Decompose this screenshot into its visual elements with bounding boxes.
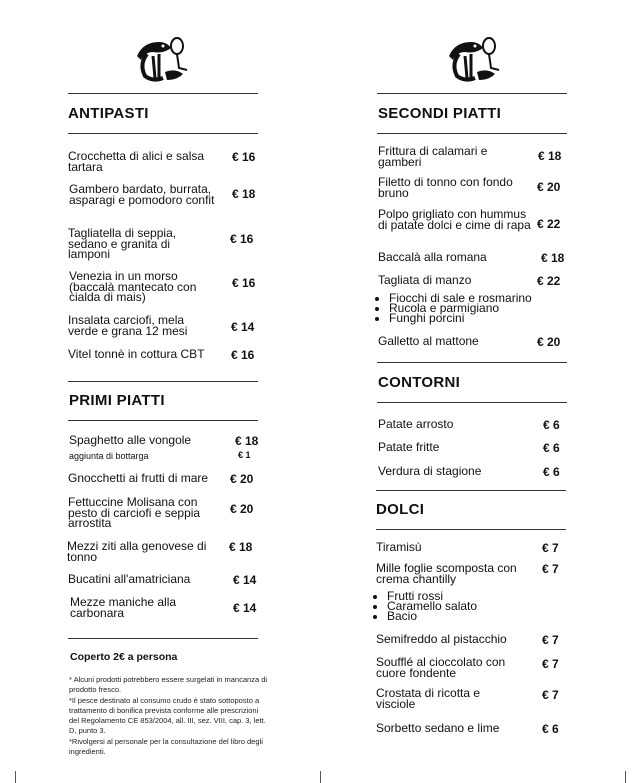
menu-item-name: Patate arrosto [378, 417, 454, 431]
section-title-antipasti: ANTIPASTI [68, 105, 149, 122]
menu-item-price: € 7 [542, 688, 559, 702]
menu-item-name: Verdura di stagione [378, 464, 482, 478]
menu-item-name: Mille foglie scomposta con crema chantilly [376, 561, 517, 586]
tagliata-options-list [375, 293, 532, 323]
menu-item-price: € 6 [543, 441, 560, 455]
section-title-dolci: DOLCI [376, 501, 425, 518]
option-item: • Bacio [387, 611, 477, 621]
menu-item-price: € 7 [542, 657, 559, 671]
fish-wine-logo-icon [445, 34, 501, 84]
divider [377, 362, 567, 363]
menu-item-price: € 18 [541, 251, 565, 265]
menu-item-price: € 22 [537, 217, 561, 231]
cover-charge: Coperto 2€ a persona [70, 651, 178, 663]
menu-item-name: Mezzi ziti alla genovese di tonno [67, 539, 207, 564]
crop-mark [15, 771, 16, 783]
menu-item-name: Soufflé al cioccolato con cuore fondente [376, 655, 506, 680]
menu-item-name: Crocchetta di alici e salsa tartara [68, 149, 205, 174]
option-item: • Funghi porcini [389, 313, 532, 323]
menu-item-price: € 7 [542, 562, 559, 576]
menu-item-price: € 1 [238, 450, 251, 460]
section-title-primi: PRIMI PIATTI [69, 392, 165, 409]
divider [68, 93, 258, 94]
note: *Il pesce destinato al consumo crudo è stato sottoposto a trattamento di bonifica prevista conforme alle prescrizioni del Regolamento CE 853/2004, all. III, sez. VIII, cap. 3, lett. D, punto 3. [69, 696, 266, 735]
divider [377, 133, 567, 134]
menu-item-name: Mezze maniche alla carbonara [70, 595, 177, 620]
menu-item-price: € 14 [233, 573, 257, 587]
divider [68, 133, 258, 134]
divider [376, 490, 566, 491]
option-item: • Caramello salato [387, 601, 477, 611]
menu-item-price: € 7 [542, 541, 559, 555]
menu-item-price: € 7 [542, 633, 559, 647]
menu-item-name: Vitel tonnè in cottura CBT [68, 347, 205, 361]
divider [376, 529, 566, 530]
menu-item-name: Fettuccine Molisana con pesto di carciofi e seppia arrostita [68, 495, 201, 530]
note: * Alcuni prodotti potrebbero essere surgelati in mancanza di prodotto fresco. [69, 675, 268, 694]
crop-mark [625, 771, 626, 783]
menu-item-price: € 18 [232, 187, 256, 201]
menu-item-price: € 22 [537, 274, 561, 288]
divider [68, 638, 258, 639]
menu-item-price: € 6 [543, 465, 560, 479]
section-title-contorni: CONTORNI [378, 374, 461, 391]
menu-item-price: € 20 [230, 472, 254, 486]
menu-item-price: € 6 [543, 418, 560, 432]
option-item: • Rucola e parmigiano [389, 303, 532, 313]
divider [68, 420, 258, 421]
menu-item-price: € 14 [233, 601, 257, 615]
millefoglie-options-list [373, 591, 477, 621]
menu-item-name: Semifreddo al pistacchio [376, 632, 507, 646]
crop-mark [320, 771, 321, 783]
menu-item-extra: aggiunta di bottarga [69, 451, 149, 461]
menu-item-price: € 16 [231, 348, 255, 362]
note: *Rivolgersi al personale per la consultazione del libro degli ingredienti. [69, 737, 263, 756]
menu-item-price: € 18 [229, 540, 253, 554]
menu-item-name: Sorbetto sedano e lime [376, 721, 500, 735]
fish-wine-logo-icon [133, 34, 189, 84]
menu-item-name: Frittura di calamari e gamberi [378, 144, 488, 169]
menu-item-name: Gnocchetti ai frutti di mare [68, 471, 209, 485]
divider [377, 93, 567, 94]
option-item: • Frutti rossi [387, 591, 477, 601]
menu-item-name: Galletto al mattone [378, 334, 479, 348]
menu-item-price: € 20 [230, 502, 254, 516]
menu-item-name: Spaghetto alle vongole [69, 433, 192, 447]
menu-item-name: Insalata carciofi, mela verde e grana 12 mesi [68, 313, 188, 338]
menu-item-price: € 16 [232, 150, 256, 164]
menu-item-price: € 20 [537, 335, 561, 349]
menu-item-name: Gambero bardato, burrata, asparagi e pomodoro confit [69, 182, 215, 207]
menu-item-name: Bucatini all'amatriciana [68, 572, 191, 586]
menu-item-name: Polpo grigliato con hummus di patate dolci e cime di rapa [378, 207, 531, 232]
option-item: • Fiocchi di sale e rosmarino [389, 293, 532, 303]
menu-item-name: Filetto di tonno con fondo bruno [378, 175, 513, 200]
divider [377, 402, 567, 403]
divider [68, 381, 258, 382]
menu-item-name: Tiramisù [376, 540, 422, 554]
menu-item-price: € 18 [235, 434, 259, 448]
menu-item-price: € 20 [537, 180, 561, 194]
menu-item-name: Tagliatella di seppia, sedano e granita di lamponi [68, 226, 177, 261]
menu-item-name: Tagliata di manzo [378, 273, 472, 287]
section-title-secondi: SECONDI PIATTI [378, 105, 502, 122]
menu-item-price: € 16 [230, 232, 254, 246]
menu-item-price: € 16 [232, 276, 256, 290]
menu-item-price: € 6 [542, 722, 559, 736]
menu-item-price: € 18 [538, 149, 562, 163]
menu-item-name: Patate fritte [378, 440, 440, 454]
menu-item-name: Venezia in un morso (baccalà mantecato con cialda di mais) [69, 269, 197, 304]
menu-item-name: Crostata di ricotta e visciole [376, 686, 481, 711]
menu-item-price: € 14 [231, 320, 255, 334]
menu-item-name: Baccalà alla romana [378, 250, 487, 264]
